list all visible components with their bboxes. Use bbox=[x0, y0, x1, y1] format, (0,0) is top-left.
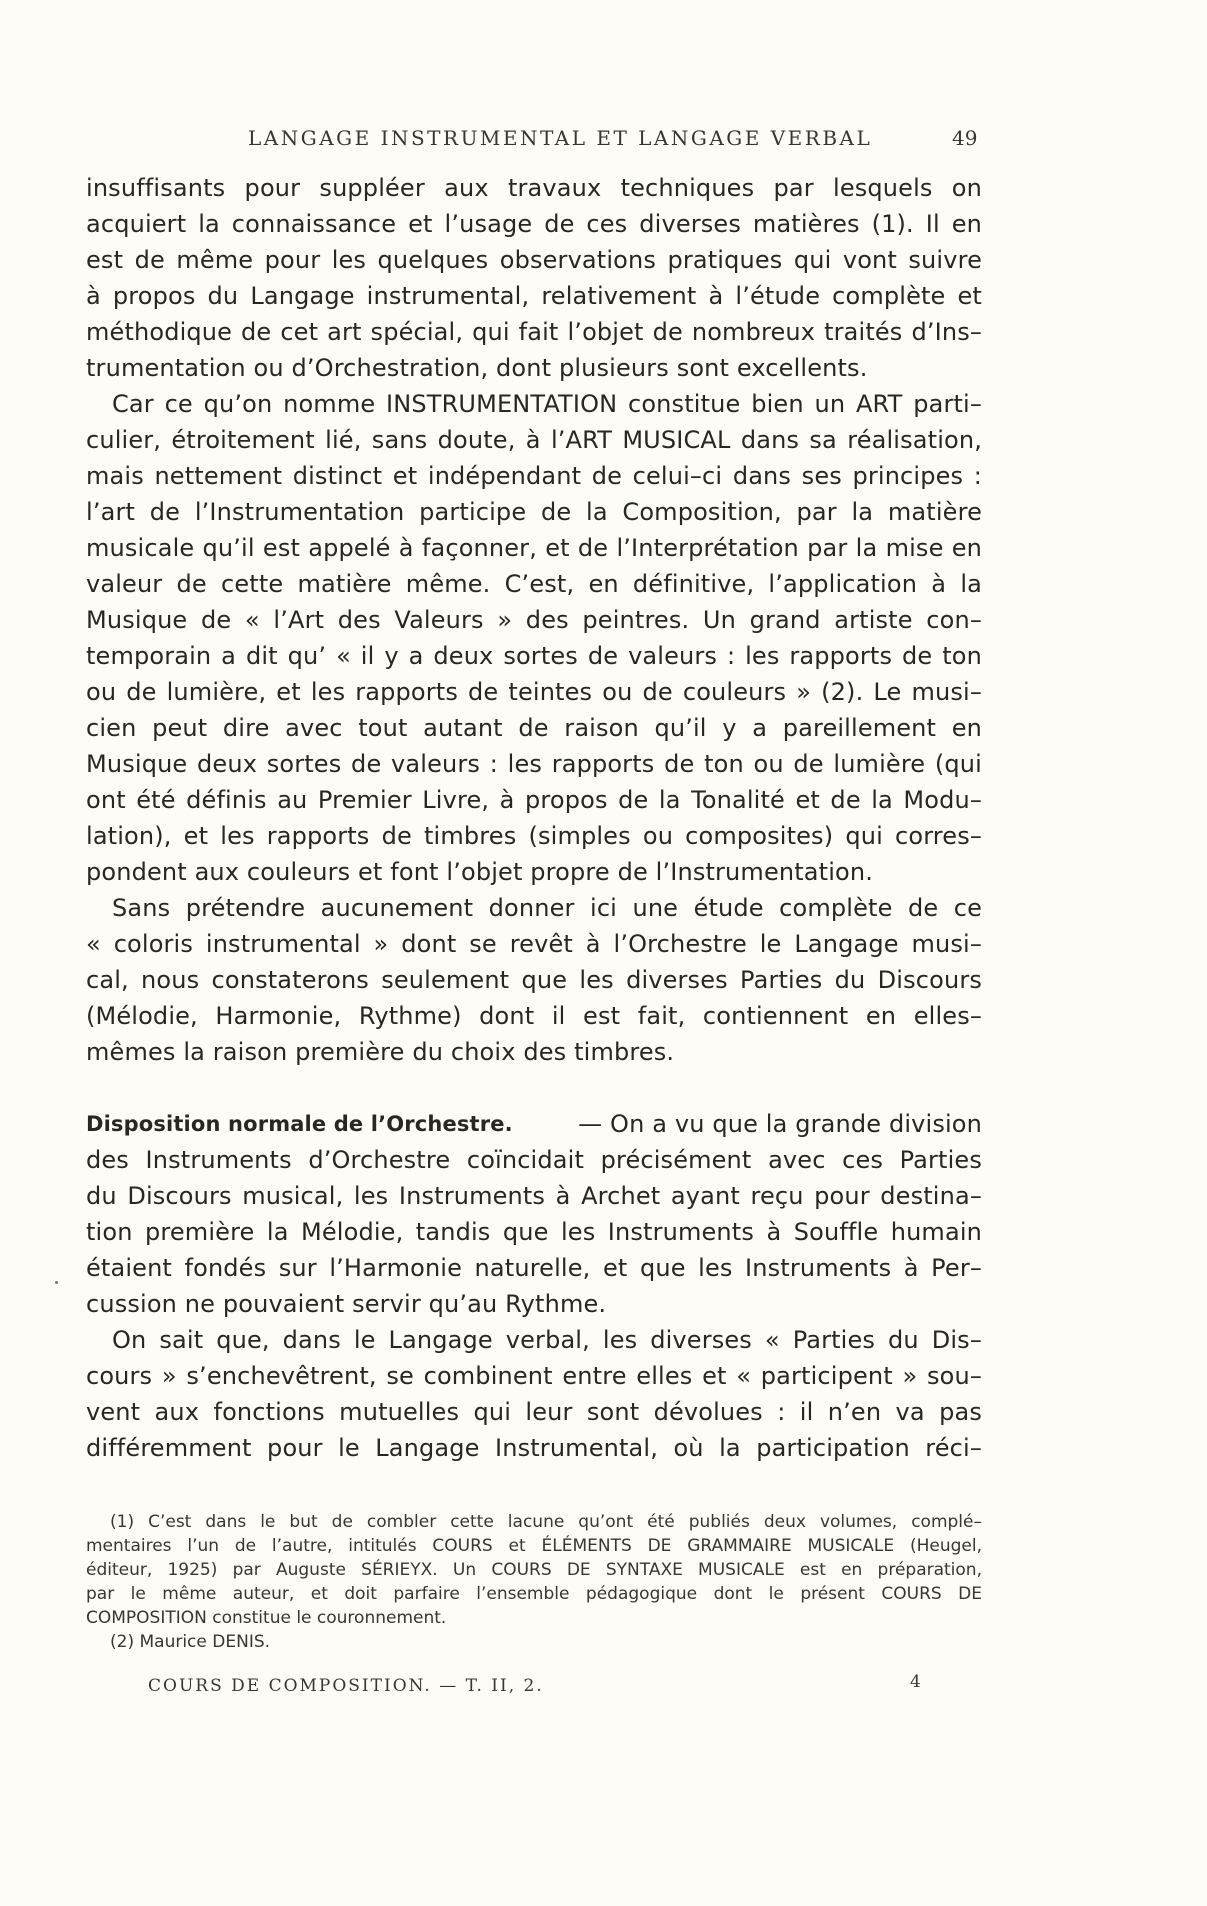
text-line: des Instruments d’Orchestre coïncidait précisément avec ces Parties bbox=[86, 1146, 982, 1174]
footnote-line: par le même auteur, et doit parfaire l’ensemble pédagogique dont le présent COURS DE bbox=[86, 1584, 982, 1604]
section-heading: Disposition normale de l’Orchestre. bbox=[86, 1112, 513, 1136]
text-line: l’art de l’Instrumentation participe de la Composition, par la matière bbox=[86, 498, 982, 526]
text-line: mêmes la raison première du choix des timbres. bbox=[86, 1038, 675, 1066]
footnote-line: éditeur, 1925) par Auguste SÉRIEYX. Un COURS DE SYNTAXE MUSICALE est en préparation, bbox=[86, 1560, 982, 1580]
text-line: insuffisants pour suppléer aux travaux techniques par lesquels on bbox=[86, 174, 982, 202]
running-head: LANGAGE INSTRUMENTAL ET LANGAGE VERBAL bbox=[248, 126, 873, 150]
text-line: Musique deux sortes de valeurs : les rapports de ton ou de lumière (qui bbox=[86, 750, 982, 778]
text-line: lation), et les rapports de timbres (simples ou composites) qui corres– bbox=[86, 822, 982, 850]
text-line: cours » s’enchevêtrent, se combinent entre elles et « participent » sou– bbox=[86, 1362, 982, 1390]
section-gap bbox=[86, 1070, 982, 1106]
text-line: méthodique de cet art spécial, qui fait l’objet de nombreux traités d’Ins– bbox=[86, 318, 982, 346]
text-line: étaient fondés sur l’Harmonie naturelle, et que les Instruments à Per– bbox=[86, 1254, 982, 1282]
text-line: pondent aux couleurs et font l’objet propre de l’Instrumentation. bbox=[86, 858, 873, 886]
text-line: temporain a dit qu’ « il y a deux sortes de valeurs : les rapports de ton bbox=[86, 642, 982, 670]
text-line: différemment pour le Langage Instrumental, où la participation réci– bbox=[86, 1434, 982, 1462]
text-line: vent aux fonctions mutuelles qui leur sont dévolues : il n’en va pas bbox=[86, 1398, 982, 1426]
text-line: ont été définis au Premier Livre, à propos de la Tonalité et de la Modu– bbox=[86, 786, 982, 814]
footnote-line: (2) Maurice DENIS. bbox=[110, 1632, 271, 1652]
text-line: valeur de cette matière même. C’est, en définitive, l’application à la bbox=[86, 570, 982, 598]
footnotes bbox=[86, 1510, 982, 1654]
text-line: trumentation ou d’Orchestration, dont plusieurs sont excellents. bbox=[86, 354, 868, 382]
text-line: ou de lumière, et les rapports de teintes ou de couleurs » (2). Le musi– bbox=[86, 678, 982, 706]
text-line: (Mélodie, Harmonie, Rythme) dont il est fait, contiennent en elles– bbox=[86, 1002, 982, 1030]
text-line: musicale qu’il est appelé à façonner, et de l’Interprétation par la mise en bbox=[86, 534, 982, 562]
text-line: tion première la Mélodie, tandis que les Instruments à Souffle humain bbox=[86, 1218, 982, 1246]
text-line: cal, nous constaterons seulement que les diverses Parties du Discours bbox=[86, 966, 982, 994]
text-line: On sait que, dans le Langage verbal, les diverses « Parties du Dis– bbox=[112, 1326, 982, 1354]
text-line: à propos du Langage instrumental, relativement à l’étude complète et bbox=[86, 282, 982, 310]
text-line: du Discours musical, les Instruments à Archet ayant reçu pour destina– bbox=[86, 1182, 982, 1210]
margin-mark bbox=[55, 1281, 58, 1284]
text-line: « coloris instrumental » dont se revêt à l’Orchestre le Langage musi– bbox=[86, 930, 982, 958]
text-line: culier, étroitement lié, sans doute, à l’ART MUSICAL dans sa réalisation, bbox=[86, 426, 982, 454]
text-line: Sans prétendre aucunement donner ici une étude complète de ce bbox=[112, 894, 982, 922]
text-line: Musique de « l’Art des Valeurs » des peintres. Un grand artiste con– bbox=[86, 606, 982, 634]
text-line: mais nettement distinct et indépendant de celui–ci dans ses principes : bbox=[86, 462, 982, 490]
text-line: — On a vu que la grande division bbox=[578, 1110, 982, 1138]
footnote-line: (1) C’est dans le but de combler cette lacune qu’ont été publiés deux volumes, complé– bbox=[110, 1512, 982, 1532]
footnote-line: COMPOSITION constitue le couronnement. bbox=[86, 1608, 447, 1628]
text-line: Car ce qu’on nomme INSTRUMENTATION constitue bien un ART parti– bbox=[112, 390, 982, 418]
page-number: 49 bbox=[952, 126, 978, 150]
text-line: est de même pour les quelques observations pratiques qui vont suivre bbox=[86, 246, 982, 274]
signature-mark: COURS DE COMPOSITION. — T. II, 2. bbox=[148, 1676, 544, 1696]
text-line: cien peut dire avec tout autant de raison qu’il y a pareillement en bbox=[86, 714, 982, 742]
signature-number: 4 bbox=[910, 1672, 921, 1692]
body-text bbox=[86, 170, 982, 1466]
footnote-line: mentaires l’un de l’autre, intitulés COURS et ÉLÉMENTS DE GRAMMAIRE MUSICALE (Heugel, bbox=[86, 1536, 982, 1556]
section-first-line bbox=[86, 1106, 982, 1142]
text-line: acquiert la connaissance et l’usage de ces diverses matières (1). Il en bbox=[86, 210, 982, 238]
text-line: cussion ne pouvaient servir qu’au Rythme. bbox=[86, 1290, 607, 1318]
